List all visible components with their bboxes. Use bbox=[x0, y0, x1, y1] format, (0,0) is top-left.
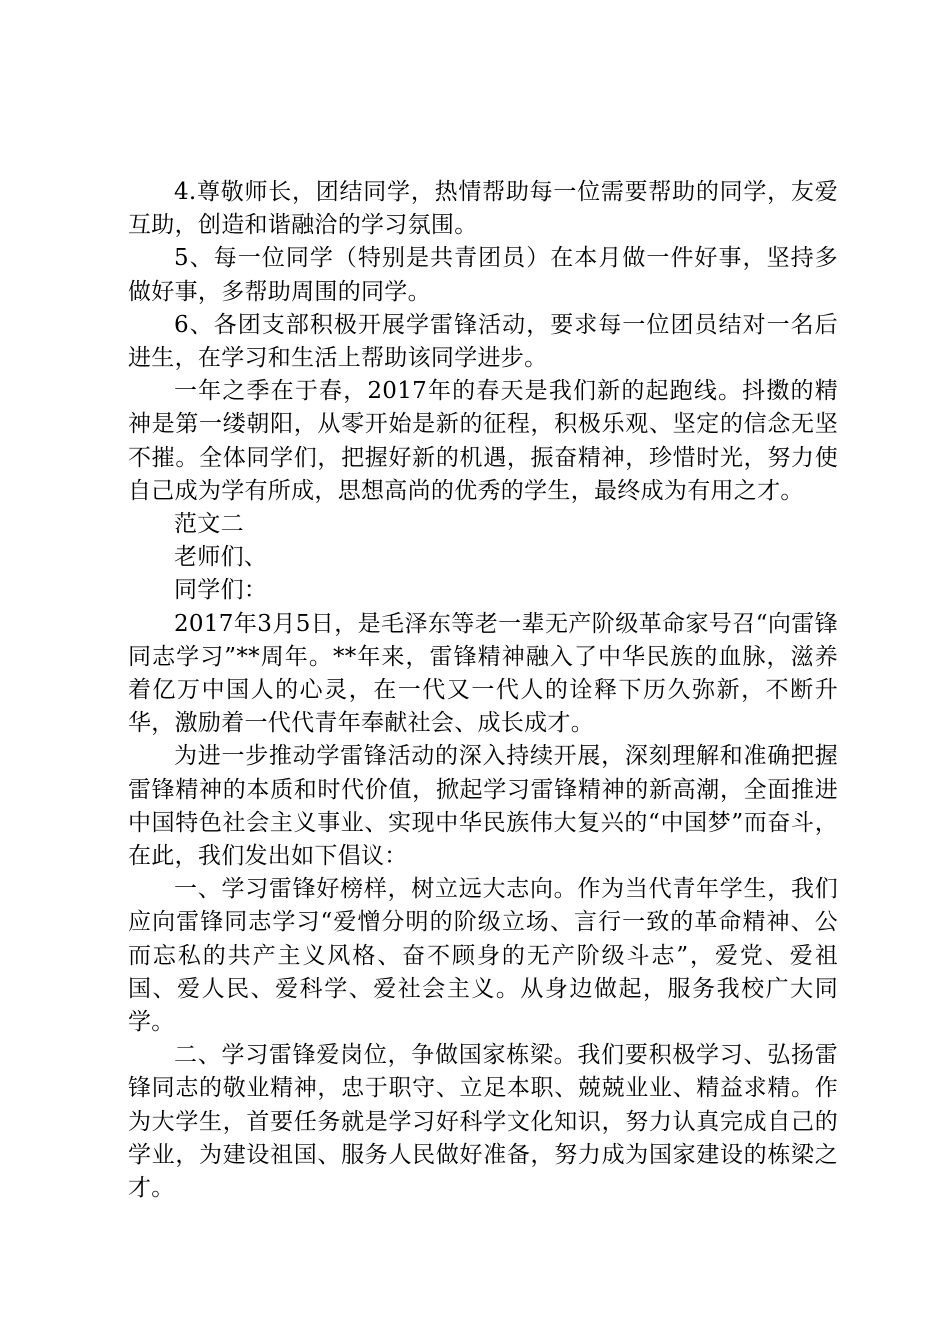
paragraph-spring: 一年之季在于春，2017年的春天是我们新的起跑线。抖擞的精神是第一缕朝阳，从零开始是新的征程，积极乐观、坚定的信念无坚不摧。全体同学们，把握好新的机遇，振奋精神，珍惜时光，努力使自己成为学有所成，思想高尚的优秀的学生，最终成为有用之才。 bbox=[128, 378, 838, 504]
section-heading-sample-two: 范文二 bbox=[174, 511, 244, 538]
paragraph-anniversary: 2017年3月5日，是毛泽东等老一辈无产阶级革命家号召“向雷锋同志学习”**周年。**年来，雷锋精神融入了中华民族的血脉，滋养着亿万中国人的心灵，在一代又一代人的诠释下历久弥新，不断升华，激励着一代代青年奉献社会、成长成才。 bbox=[128, 610, 838, 737]
paragraph-item-6: 6、各团支部积极开展学雷锋活动，要求每一位团员结对一名后进生，在学习和生活上帮助该同学进步。 bbox=[128, 311, 838, 372]
document-body bbox=[128, 176, 838, 1205]
paragraph-initiative: 为进一步推动学雷锋活动的深入持续开展，深刻理解和准确把握雷锋精神的本质和时代价值，掀起学习雷锋精神的新高潮，全面推进中国特色社会主义事业、实现中华民族伟大复兴的“中国梦”而奋斗，在此，我们发出如下倡议： bbox=[128, 743, 838, 870]
salutation-teachers: 老师们、 bbox=[174, 544, 268, 571]
paragraph-item-5: 5、每一位同学（特别是共青团员）在本月做一件好事，坚持多做好事，多帮助周围的同学。 bbox=[128, 245, 838, 305]
paragraph-point-two: 二、学习雷锋爱岗位，争做国家栋梁。我们要积极学习、弘扬雷锋同志的敬业精神，忠于职守、立足本职、兢兢业业、精益求精。作为大学生，首要任务就是学习好科学文化知识，努力认真完成自己的学业，为建设祖国、服务人民做好准备，努力成为国家建设的栋梁之才。 bbox=[128, 1042, 838, 1202]
salutation-students: 同学们： bbox=[174, 577, 268, 604]
paragraph-point-one: 一、学习雷锋好榜样，树立远大志向。作为当代青年学生，我们应向雷锋同志学习“爱憎分明的阶级立场、言行一致的革命精神、公而忘私的共产主义风格、奋不顾身的无产阶级斗志”，爱党、爱祖国、爱人民、爱科学、爱社会主义。从身边做起，服务我校广大同学。 bbox=[128, 876, 838, 1036]
paragraph-item-4: 4.尊敬师长，团结同学，热情帮助每一位需要帮助的同学，友爱互助，创造和谐融洽的学习氛围。 bbox=[128, 179, 838, 239]
